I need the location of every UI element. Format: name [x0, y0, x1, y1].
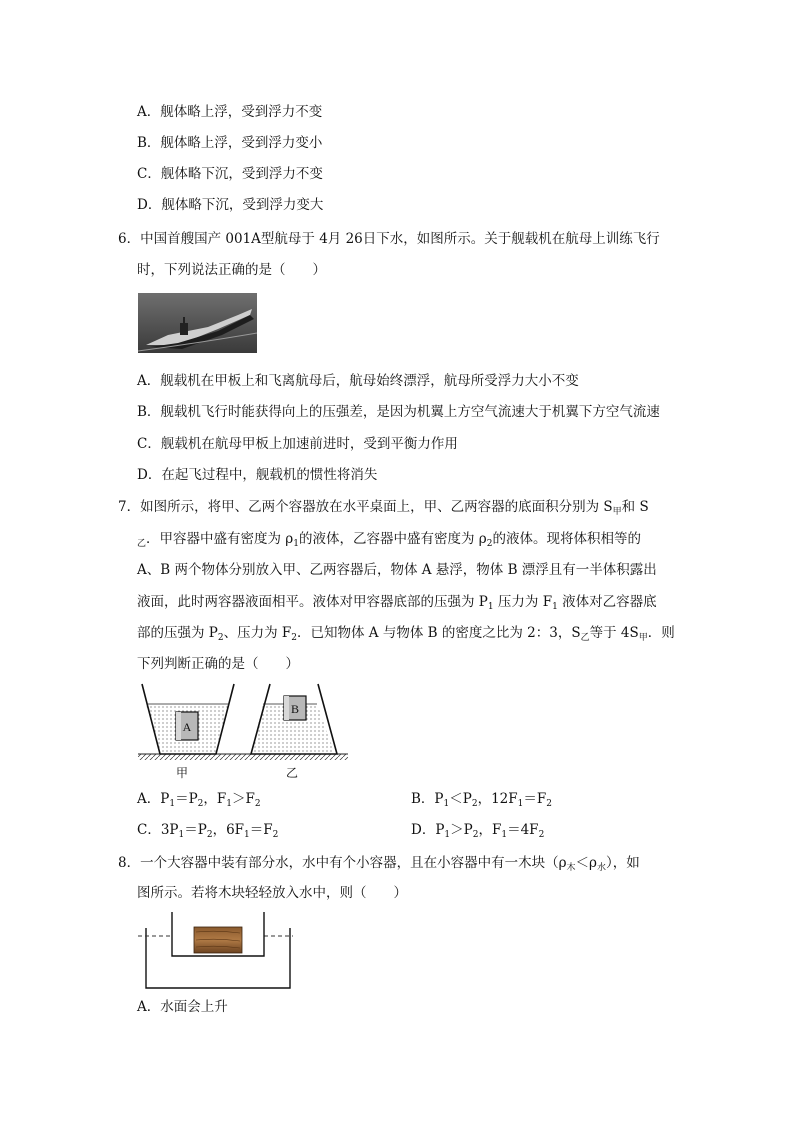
q6-option-b: B．舰载机飞行时能获得向上的压强差，是因为机翼上方空气流速大于机翼下方空气流速 — [137, 404, 660, 420]
q5-option-d: D．舰体略下沉，受到浮力变大 — [137, 197, 324, 213]
q8-stem-line1: 8．一个大容器中装有部分水，水中有个小容器，且在小容器中有一木块$(\rho_木<\rho_水)$，如 — [118, 855, 640, 873]
q7-option-c: C．$3P_1=P_2$，$6F_1=F_2$ — [137, 822, 279, 840]
caption-jia: 甲 — [175, 766, 189, 780]
q7-stem-line6: 下列判断正确的是（ ） — [137, 656, 299, 672]
q7-option-a: A．$P_1=P_2$，$F_1>F_2$ — [137, 791, 261, 809]
q6-stem-line2: 时，下列说法正确的是（ ） — [137, 262, 326, 278]
q7-stem-line2: $_乙$．甲容器中盛有密度为 $\rho_1$的液体，乙容器中盛有密度为 $\rho_2$的液体。现将体积相等的 — [137, 531, 641, 549]
block-b-label: B — [290, 702, 300, 716]
q6-option-d: D．在起飞过程中，舰载机的惯性将消失 — [137, 467, 378, 483]
q8-stem-line2: 图所示。若将木块轻轻放入水中，则（ ） — [137, 885, 407, 901]
q5-option-b: B．舰体略上浮，受到浮力变小 — [137, 135, 323, 151]
q6-option-a: A．舰载机在甲板上和飞离航母后，航母始终漂浮，航母所受浮力大小不变 — [137, 373, 579, 389]
q7-stem-line5: 部的压强为 $P_2$、压力为 $F_2$．已知物体 A 与物体 B 的密度之比为 2：3，$S_乙$等于 $4S_甲$．则 — [137, 625, 675, 643]
two-containers-diagram — [138, 682, 348, 782]
block-a-label: A — [182, 720, 192, 734]
floating-container-diagram — [138, 910, 293, 990]
q5-option-a: A．舰体略上浮，受到浮力不变 — [137, 104, 323, 120]
q6-stem-line1: 6．中国首艘国产 001A型航母于 4月 26日下水，如图所示。关于舰载机在航母上训练飞行 — [118, 231, 660, 247]
caption-yi: 乙 — [285, 766, 299, 780]
q7-stem-line1: 7．如图所示，将甲、乙两个容器放在水平桌面上，甲、乙两容器的底面积分别为 $S_甲$和 S — [118, 499, 649, 517]
q7-option-b: B．$P_1<P_2$，$12F_1=F_2$ — [411, 791, 552, 809]
aircraft-carrier-photo — [138, 293, 257, 353]
q7-stem-line3: A、B 两个物体分别放入甲、乙两容器后，物体 A 悬浮，物体 B 漂浮且有一半体积露出 — [137, 562, 657, 578]
q8-option-a: A．水面会上升 — [137, 999, 228, 1015]
q5-option-c: C．舰体略下沉，受到浮力不变 — [137, 166, 323, 182]
q7-stem-line4: 液面，此时两容器液面相平。液体对甲容器底部的压强为 $P_1$ 压力为 $F_1$ 液体对乙容器底 — [137, 594, 657, 612]
q6-option-c: C．舰载机在航母甲板上加速前进时，受到平衡力作用 — [137, 436, 458, 452]
q7-option-d: D．$P_1>P_2$，$F_1=4F_2$ — [411, 822, 545, 840]
